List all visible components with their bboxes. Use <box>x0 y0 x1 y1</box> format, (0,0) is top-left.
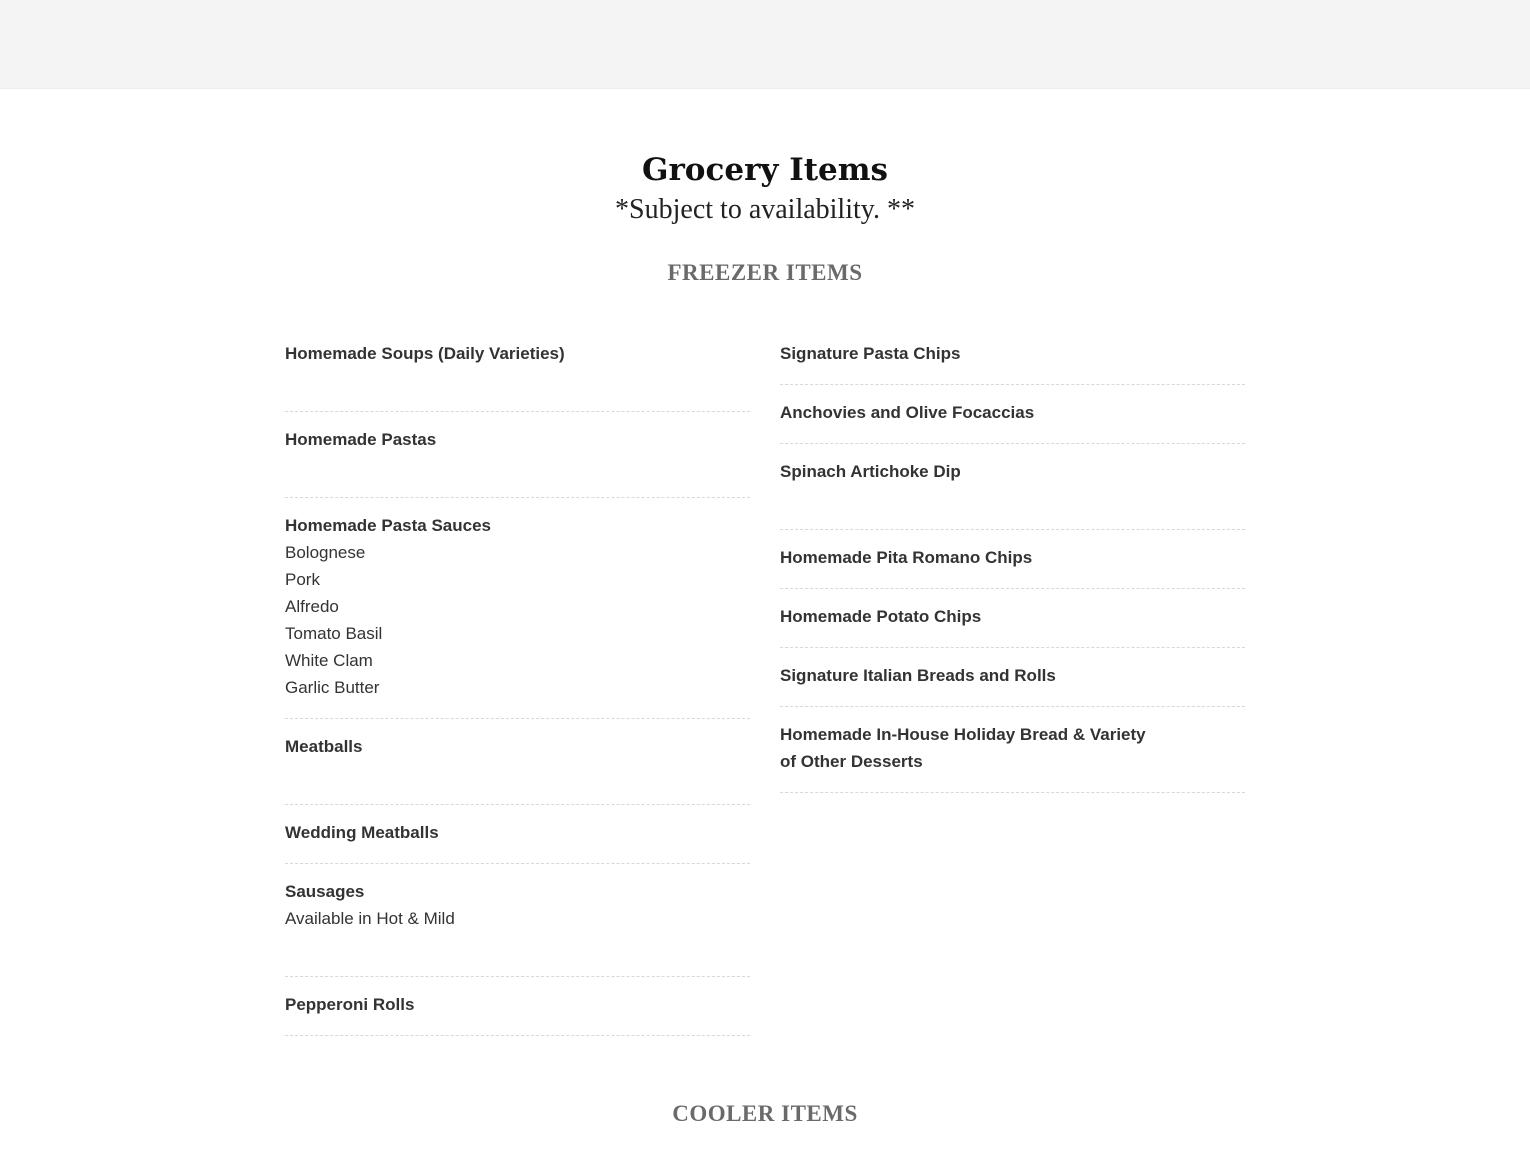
item-name: Homemade In-House Holiday Bread & Variety of Other Desserts <box>780 725 1146 771</box>
sauce-variety: Tomato Basil <box>285 624 383 643</box>
menu-item-pepperoni-rolls <box>285 991 750 1036</box>
menu-item-pita-romano-chips <box>780 544 1245 589</box>
menu-item-wedding-meatballs <box>285 819 750 864</box>
menu-item-homemade-pastas <box>285 426 750 498</box>
item-name: Meatballs <box>285 737 363 756</box>
item-name: Signature Pasta Chips <box>780 344 961 363</box>
menu-item-holiday-bread-desserts <box>780 721 1245 793</box>
availability-note: *Subject to availability. ** <box>615 194 915 225</box>
item-name: Pepperoni Rolls <box>285 995 415 1014</box>
freezer-right-column <box>780 340 1245 807</box>
sauce-variety: Alfredo <box>285 597 339 616</box>
menu-item-sausages <box>285 878 750 977</box>
item-name: Anchovies and Olive Focaccias <box>780 403 1035 422</box>
item-name: Spinach Artichoke Dip <box>780 462 961 481</box>
sauce-variety: Bolognese <box>285 543 366 562</box>
menu-item-potato-chips <box>780 603 1245 648</box>
item-description: Available in Hot & Mild <box>285 909 455 928</box>
item-name: Wedding Meatballs <box>285 823 439 842</box>
sauce-variety: Garlic Butter <box>285 678 380 697</box>
item-name: Sausages <box>285 882 365 901</box>
item-name: Homemade Potato Chips <box>780 607 982 626</box>
sauce-variety: Pork <box>285 570 320 589</box>
menu-item-spinach-artichoke-dip <box>780 458 1245 530</box>
menu-item-meatballs <box>285 733 750 805</box>
page-title: Grocery Items <box>641 152 889 188</box>
menu-item-homemade-pasta-sauces <box>285 512 750 719</box>
menu-item-signature-pasta-chips <box>780 340 1245 385</box>
menu-item-anchovies-olive-focaccias <box>780 399 1245 444</box>
cooler-items-heading: COOLER ITEMS <box>672 1101 858 1126</box>
top-header-bar <box>0 0 1530 89</box>
item-name: Homemade Pita Romano Chips <box>780 548 1033 567</box>
item-name: Homemade Pastas <box>285 430 437 449</box>
item-name: Homemade Pasta Sauces <box>285 516 491 535</box>
freezer-items-heading: FREEZER ITEMS <box>667 260 863 285</box>
sauce-variety: White Clam <box>285 651 373 670</box>
item-name: Homemade Soups (Daily Varieties) <box>285 344 565 363</box>
menu-item-homemade-soups <box>285 340 750 412</box>
menu-item-italian-breads-rolls <box>780 662 1245 707</box>
item-name: Signature Italian Breads and Rolls <box>780 666 1056 685</box>
freezer-left-column <box>285 340 750 1050</box>
